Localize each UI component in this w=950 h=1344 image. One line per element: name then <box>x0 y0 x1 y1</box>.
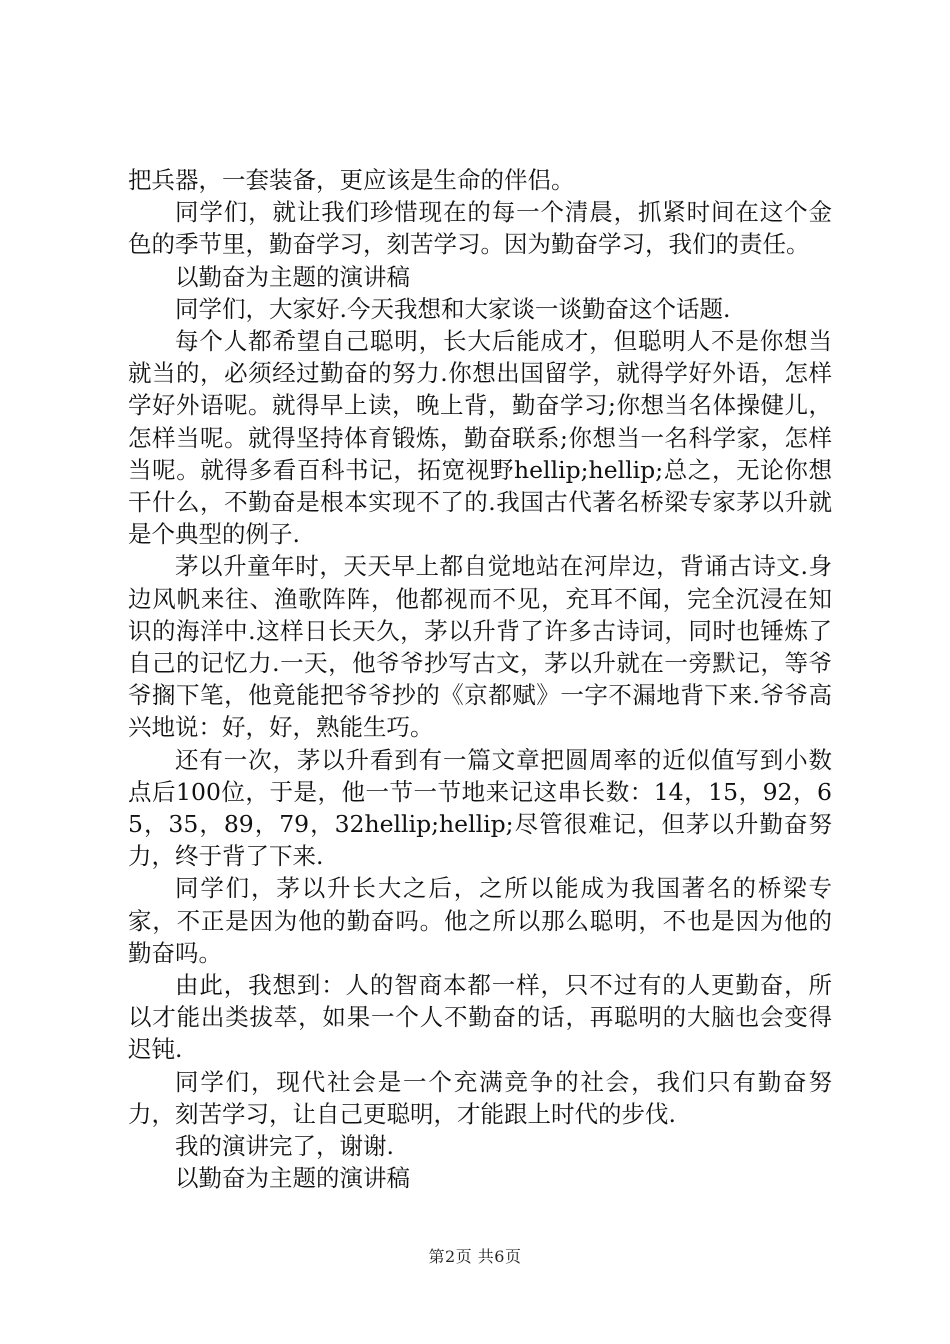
paragraph: 同学们，大家好.今天我想和大家谈一谈勤奋这个话题. <box>175 294 731 323</box>
paragraph: 还有一次，茅以升看到有一篇文章把圆周率的近似值写到小数点后100位，于是，他一节一节地来记这串长数：14，15，92，65，35，89，79，32hellip;hellip;尽管很难记，但茅以升勤奋努力，终于背了下来. <box>128 745 832 871</box>
paragraph: 茅以升童年时，天天早上都自觉地站在河岸边，背诵古诗文.身边风帆来往、渔歌阵阵，他都视而不见，充耳不闻，完全沉浸在知识的海洋中.这样日长天久，茅以升背了许多古诗词，同时也锤炼了自己的记忆力.一天，他爷爷抄写古文，茅以升就在一旁默记，等爷爷搁下笔，他竟能把爷爷抄的《京都赋》一字不漏地背下来.爷爷高兴地说：好，好，熟能生巧。 <box>128 552 832 742</box>
paragraph: 每个人都希望自己聪明，长大后能成才，但聪明人不是你想当就当的，必须经过勤奋的努力.你想出国留学，就得学好外语，怎样学好外语呢。就得早上读，晚上背，勤奋学习;你想当名体操健儿，怎样当呢。就得坚持体育锻炼，勤奋联系;你想当一名科学家，怎样当呢。就得多看百科书记，拓宽视野hellip;hellip;总之，无论你想干什么，不勤奋是根本实现不了的.我国古代著名桥梁专家茅以升就是个典型的例子. <box>128 327 832 549</box>
document-body <box>128 164 832 1195</box>
paragraph: 把兵器，一套装备，更应该是生命的伴侣。 <box>128 166 575 194</box>
paragraph: 同学们，茅以升长大之后，之所以能成为我国著名的桥梁专家，不正是因为他的勤奋吗。他之所以那么聪明，不也是因为他的勤奋吗。 <box>128 874 832 967</box>
page-number-footer: 第2页 共6页 <box>428 1247 522 1266</box>
paragraph: 同学们，就让我们珍惜现在的每一个清晨，抓紧时间在这个金色的季节里，勤奋学习，刻苦学习。因为勤奋学习，我们的责任。 <box>128 198 832 259</box>
paragraph: 我的演讲完了，谢谢. <box>175 1132 394 1161</box>
section-heading: 以勤奋为主题的演讲稿 <box>175 1164 410 1193</box>
section-heading: 以勤奋为主题的演讲稿 <box>175 262 410 291</box>
paragraph: 由此，我想到：人的智商本都一样，只不过有的人更勤奋，所以才能出类拔萃，如果一个人不勤奋的话，再聪明的大脑也会变得迟钝. <box>128 971 832 1064</box>
paragraph: 同学们，现代社会是一个充满竞争的社会，我们只有勤奋努力，刻苦学习，让自己更聪明，才能跟上时代的步伐. <box>128 1067 832 1128</box>
